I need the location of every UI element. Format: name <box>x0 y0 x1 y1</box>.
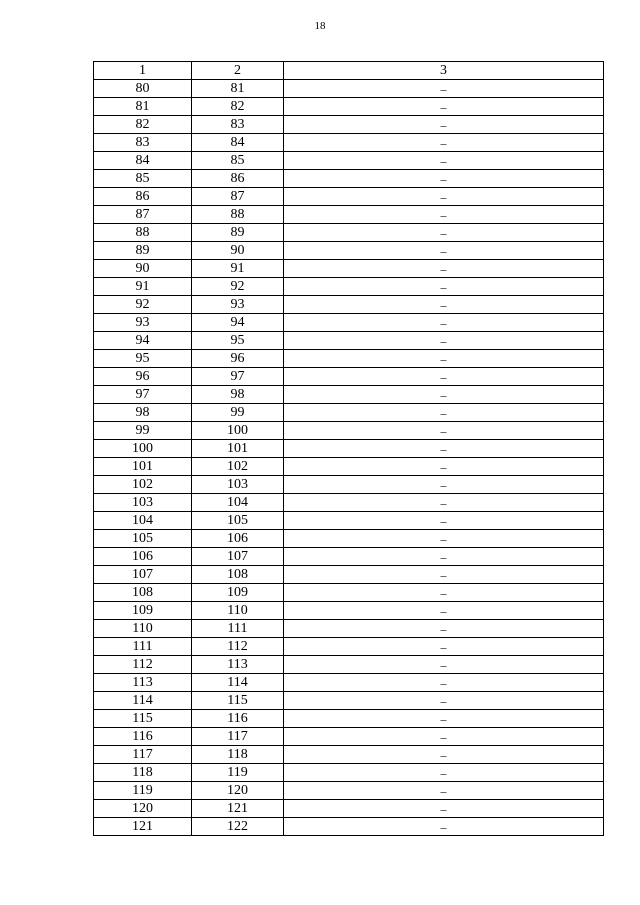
table-cell-col1: 92 <box>94 296 192 314</box>
table-cell-col1: 87 <box>94 206 192 224</box>
table-row <box>94 800 604 818</box>
table-row <box>94 188 604 206</box>
table-cell-col3: – <box>284 422 604 440</box>
table-cell-col3: – <box>284 476 604 494</box>
table-cell-col3: – <box>284 512 604 530</box>
table-cell-col2: 100 <box>192 422 284 440</box>
table-cell-col1: 117 <box>94 746 192 764</box>
table-cell-col2: 121 <box>192 800 284 818</box>
table-cell-col2: 109 <box>192 584 284 602</box>
table-header-row <box>94 62 604 80</box>
table-cell-col3: – <box>284 494 604 512</box>
table-cell-col1: 90 <box>94 260 192 278</box>
table-row <box>94 368 604 386</box>
table-row <box>94 98 604 116</box>
table-cell-col2: 98 <box>192 386 284 404</box>
column-header-3: 3 <box>284 62 604 80</box>
table-cell-col3: – <box>284 206 604 224</box>
table-cell-col2: 99 <box>192 404 284 422</box>
table-cell-col1: 80 <box>94 80 192 98</box>
table-cell-col3: – <box>284 134 604 152</box>
table-cell-col3: – <box>284 584 604 602</box>
table-cell-col3: – <box>284 674 604 692</box>
table-cell-col3: – <box>284 710 604 728</box>
table-row <box>94 638 604 656</box>
table-cell-col2: 90 <box>192 242 284 260</box>
table-cell-col2: 112 <box>192 638 284 656</box>
table-cell-col1: 108 <box>94 584 192 602</box>
table-cell-col2: 97 <box>192 368 284 386</box>
table-cell-col1: 115 <box>94 710 192 728</box>
table-cell-col1: 82 <box>94 116 192 134</box>
table-cell-col3: – <box>284 350 604 368</box>
table-cell-col3: – <box>284 566 604 584</box>
table-row <box>94 404 604 422</box>
table-cell-col2: 114 <box>192 674 284 692</box>
table-cell-col2: 103 <box>192 476 284 494</box>
table-cell-col3: – <box>284 530 604 548</box>
table-row <box>94 134 604 152</box>
table-cell-col1: 88 <box>94 224 192 242</box>
table-cell-col2: 110 <box>192 602 284 620</box>
table-cell-col3: – <box>284 728 604 746</box>
table-cell-col2: 102 <box>192 458 284 476</box>
table-cell-col3: – <box>284 224 604 242</box>
table-cell-col2: 88 <box>192 206 284 224</box>
table-cell-col2: 115 <box>192 692 284 710</box>
table-cell-col1: 85 <box>94 170 192 188</box>
table-row <box>94 224 604 242</box>
table-cell-col2: 84 <box>192 134 284 152</box>
table-cell-col3: – <box>284 800 604 818</box>
table-row <box>94 350 604 368</box>
table-cell-col3: – <box>284 764 604 782</box>
table-row <box>94 314 604 332</box>
table-cell-col3: – <box>284 296 604 314</box>
table-cell-col1: 107 <box>94 566 192 584</box>
table-row <box>94 710 604 728</box>
table-row <box>94 332 604 350</box>
table-cell-col2: 82 <box>192 98 284 116</box>
table-row <box>94 260 604 278</box>
table-row <box>94 530 604 548</box>
table-cell-col3: – <box>284 314 604 332</box>
table-cell-col3: – <box>284 116 604 134</box>
table-cell-col3: – <box>284 458 604 476</box>
table-row <box>94 782 604 800</box>
table-cell-col3: – <box>284 242 604 260</box>
table-cell-col3: – <box>284 818 604 836</box>
table-cell-col1: 118 <box>94 764 192 782</box>
table-cell-col2: 91 <box>192 260 284 278</box>
table-cell-col1: 119 <box>94 782 192 800</box>
column-header-2: 2 <box>192 62 284 80</box>
table-row <box>94 512 604 530</box>
table-cell-col3: – <box>284 278 604 296</box>
table-row <box>94 764 604 782</box>
table-cell-col1: 83 <box>94 134 192 152</box>
table-row <box>94 80 604 98</box>
table-cell-col2: 107 <box>192 548 284 566</box>
data-table <box>93 61 604 836</box>
table-row <box>94 548 604 566</box>
table-cell-col2: 108 <box>192 566 284 584</box>
table-cell-col3: – <box>284 98 604 116</box>
column-header-1: 1 <box>94 62 192 80</box>
table-cell-col1: 112 <box>94 656 192 674</box>
table-row <box>94 278 604 296</box>
table-row <box>94 602 604 620</box>
table-cell-col1: 105 <box>94 530 192 548</box>
table-cell-col2: 106 <box>192 530 284 548</box>
table-cell-col3: – <box>284 638 604 656</box>
table-cell-col1: 86 <box>94 188 192 206</box>
table-cell-col3: – <box>284 332 604 350</box>
table-row <box>94 476 604 494</box>
table-row <box>94 728 604 746</box>
table-row <box>94 494 604 512</box>
table-cell-col2: 119 <box>192 764 284 782</box>
table-cell-col1: 84 <box>94 152 192 170</box>
table-cell-col1: 96 <box>94 368 192 386</box>
table-cell-col1: 114 <box>94 692 192 710</box>
table-cell-col2: 101 <box>192 440 284 458</box>
table-cell-col3: – <box>284 404 604 422</box>
table-row <box>94 170 604 188</box>
table-cell-col2: 94 <box>192 314 284 332</box>
table-cell-col3: – <box>284 656 604 674</box>
table-cell-col2: 87 <box>192 188 284 206</box>
table-cell-col1: 98 <box>94 404 192 422</box>
table-cell-col2: 111 <box>192 620 284 638</box>
table-cell-col1: 120 <box>94 800 192 818</box>
table-row <box>94 566 604 584</box>
table-cell-col1: 81 <box>94 98 192 116</box>
table-cell-col1: 102 <box>94 476 192 494</box>
table-row <box>94 386 604 404</box>
table-row <box>94 458 604 476</box>
table-cell-col2: 93 <box>192 296 284 314</box>
table-cell-col1: 101 <box>94 458 192 476</box>
table-cell-col2: 104 <box>192 494 284 512</box>
page-number: 18 <box>314 20 326 32</box>
table-cell-col3: – <box>284 152 604 170</box>
table-row <box>94 152 604 170</box>
table-cell-col1: 95 <box>94 350 192 368</box>
table-row <box>94 116 604 134</box>
table-cell-col2: 85 <box>192 152 284 170</box>
table-body <box>94 80 604 836</box>
table-cell-col1: 89 <box>94 242 192 260</box>
table-cell-col1: 100 <box>94 440 192 458</box>
table-cell-col2: 95 <box>192 332 284 350</box>
table-cell-col1: 104 <box>94 512 192 530</box>
table-row <box>94 656 604 674</box>
table-cell-col1: 106 <box>94 548 192 566</box>
table-cell-col2: 122 <box>192 818 284 836</box>
table-cell-col1: 91 <box>94 278 192 296</box>
table-cell-col3: – <box>284 368 604 386</box>
table-cell-col2: 116 <box>192 710 284 728</box>
table-cell-col1: 99 <box>94 422 192 440</box>
table-row <box>94 206 604 224</box>
table-cell-col3: – <box>284 602 604 620</box>
table-cell-col2: 92 <box>192 278 284 296</box>
table-cell-col2: 113 <box>192 656 284 674</box>
table-row <box>94 746 604 764</box>
table-cell-col3: – <box>284 170 604 188</box>
table-row <box>94 620 604 638</box>
table-cell-col3: – <box>284 188 604 206</box>
table-cell-col3: – <box>284 746 604 764</box>
table-cell-col1: 116 <box>94 728 192 746</box>
table-cell-col2: 105 <box>192 512 284 530</box>
table-row <box>94 242 604 260</box>
table-cell-col1: 109 <box>94 602 192 620</box>
table-cell-col2: 86 <box>192 170 284 188</box>
table-cell-col1: 103 <box>94 494 192 512</box>
table-row <box>94 674 604 692</box>
table-row <box>94 296 604 314</box>
table-row <box>94 584 604 602</box>
table-cell-col2: 81 <box>192 80 284 98</box>
table-cell-col2: 96 <box>192 350 284 368</box>
table-cell-col3: – <box>284 692 604 710</box>
table-cell-col2: 89 <box>192 224 284 242</box>
table-cell-col2: 83 <box>192 116 284 134</box>
table-cell-col3: – <box>284 440 604 458</box>
table-cell-col3: – <box>284 80 604 98</box>
table-cell-col1: 111 <box>94 638 192 656</box>
table-cell-col1: 113 <box>94 674 192 692</box>
table-cell-col2: 118 <box>192 746 284 764</box>
table-cell-col1: 94 <box>94 332 192 350</box>
table-cell-col3: – <box>284 782 604 800</box>
table-cell-col2: 117 <box>192 728 284 746</box>
table-cell-col2: 120 <box>192 782 284 800</box>
table-cell-col3: – <box>284 260 604 278</box>
table-row <box>94 422 604 440</box>
table-cell-col1: 97 <box>94 386 192 404</box>
table-cell-col3: – <box>284 548 604 566</box>
table-cell-col1: 110 <box>94 620 192 638</box>
table-cell-col1: 121 <box>94 818 192 836</box>
table-row <box>94 818 604 836</box>
table-row <box>94 440 604 458</box>
table-cell-col1: 93 <box>94 314 192 332</box>
table-row <box>94 692 604 710</box>
table-cell-col3: – <box>284 620 604 638</box>
table-cell-col3: – <box>284 386 604 404</box>
